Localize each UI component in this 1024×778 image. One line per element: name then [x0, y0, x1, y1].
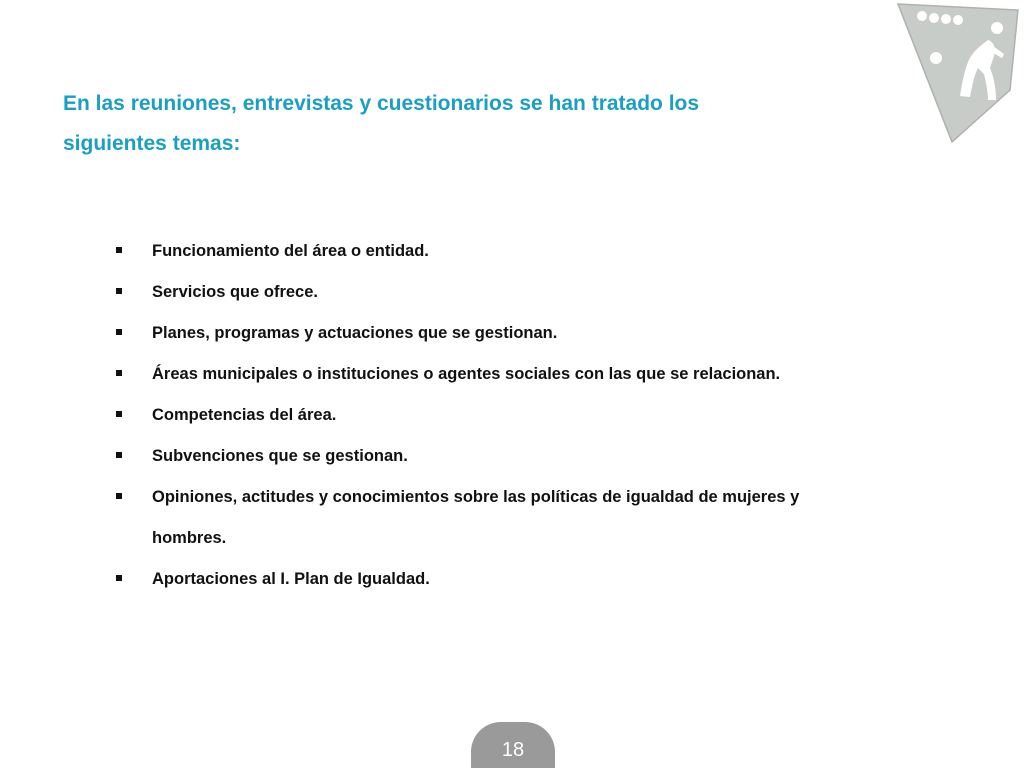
heading-line: En las reuniones, entrevistas y cuestionarios se han tratado los: [63, 92, 700, 115]
topics-list: [116, 231, 916, 600]
list-item-text: Aportaciones al I. Plan de Igualdad.: [152, 570, 430, 588]
list-item: [116, 231, 916, 272]
square-bullet-icon: [116, 575, 122, 581]
square-bullet-icon: [116, 288, 122, 294]
list-item: [116, 354, 916, 395]
square-bullet-icon: [116, 411, 122, 417]
list-item: [116, 436, 916, 477]
list-item: [116, 272, 916, 313]
list-item-text: Funcionamiento del área o entidad.: [152, 242, 429, 260]
list-item-text: Competencias del área.: [152, 406, 337, 424]
square-bullet-icon: [116, 493, 122, 499]
list-item: [116, 395, 916, 436]
square-bullet-icon: [116, 329, 122, 335]
list-item-text: Subvenciones que se gestionan.: [152, 447, 408, 465]
list-item-text: Planes, programas y actuaciones que se gestionan.: [152, 324, 558, 342]
square-bullet-icon: [116, 452, 122, 458]
square-bullet-icon: [116, 247, 122, 253]
list-item-text: Áreas municipales o instituciones o agentes sociales con las que se relacionan.: [152, 365, 781, 383]
bowling-figure-logo-icon: [890, 0, 1024, 150]
list-item: [116, 477, 916, 559]
page-number: 18: [501, 739, 525, 761]
page-number-tab: [471, 722, 555, 768]
list-item: [116, 559, 916, 600]
list-item-text-continuation: hombres.: [152, 529, 227, 547]
heading-line: siguientes temas:: [63, 132, 241, 155]
list-item: [116, 313, 916, 354]
list-item-text: Servicios que ofrece.: [152, 283, 318, 301]
list-item-text: Opiniones, actitudes y conocimientos sobre las políticas de igualdad de mujeres y: [152, 488, 800, 506]
slide-heading: [63, 84, 823, 164]
square-bullet-icon: [116, 370, 122, 376]
